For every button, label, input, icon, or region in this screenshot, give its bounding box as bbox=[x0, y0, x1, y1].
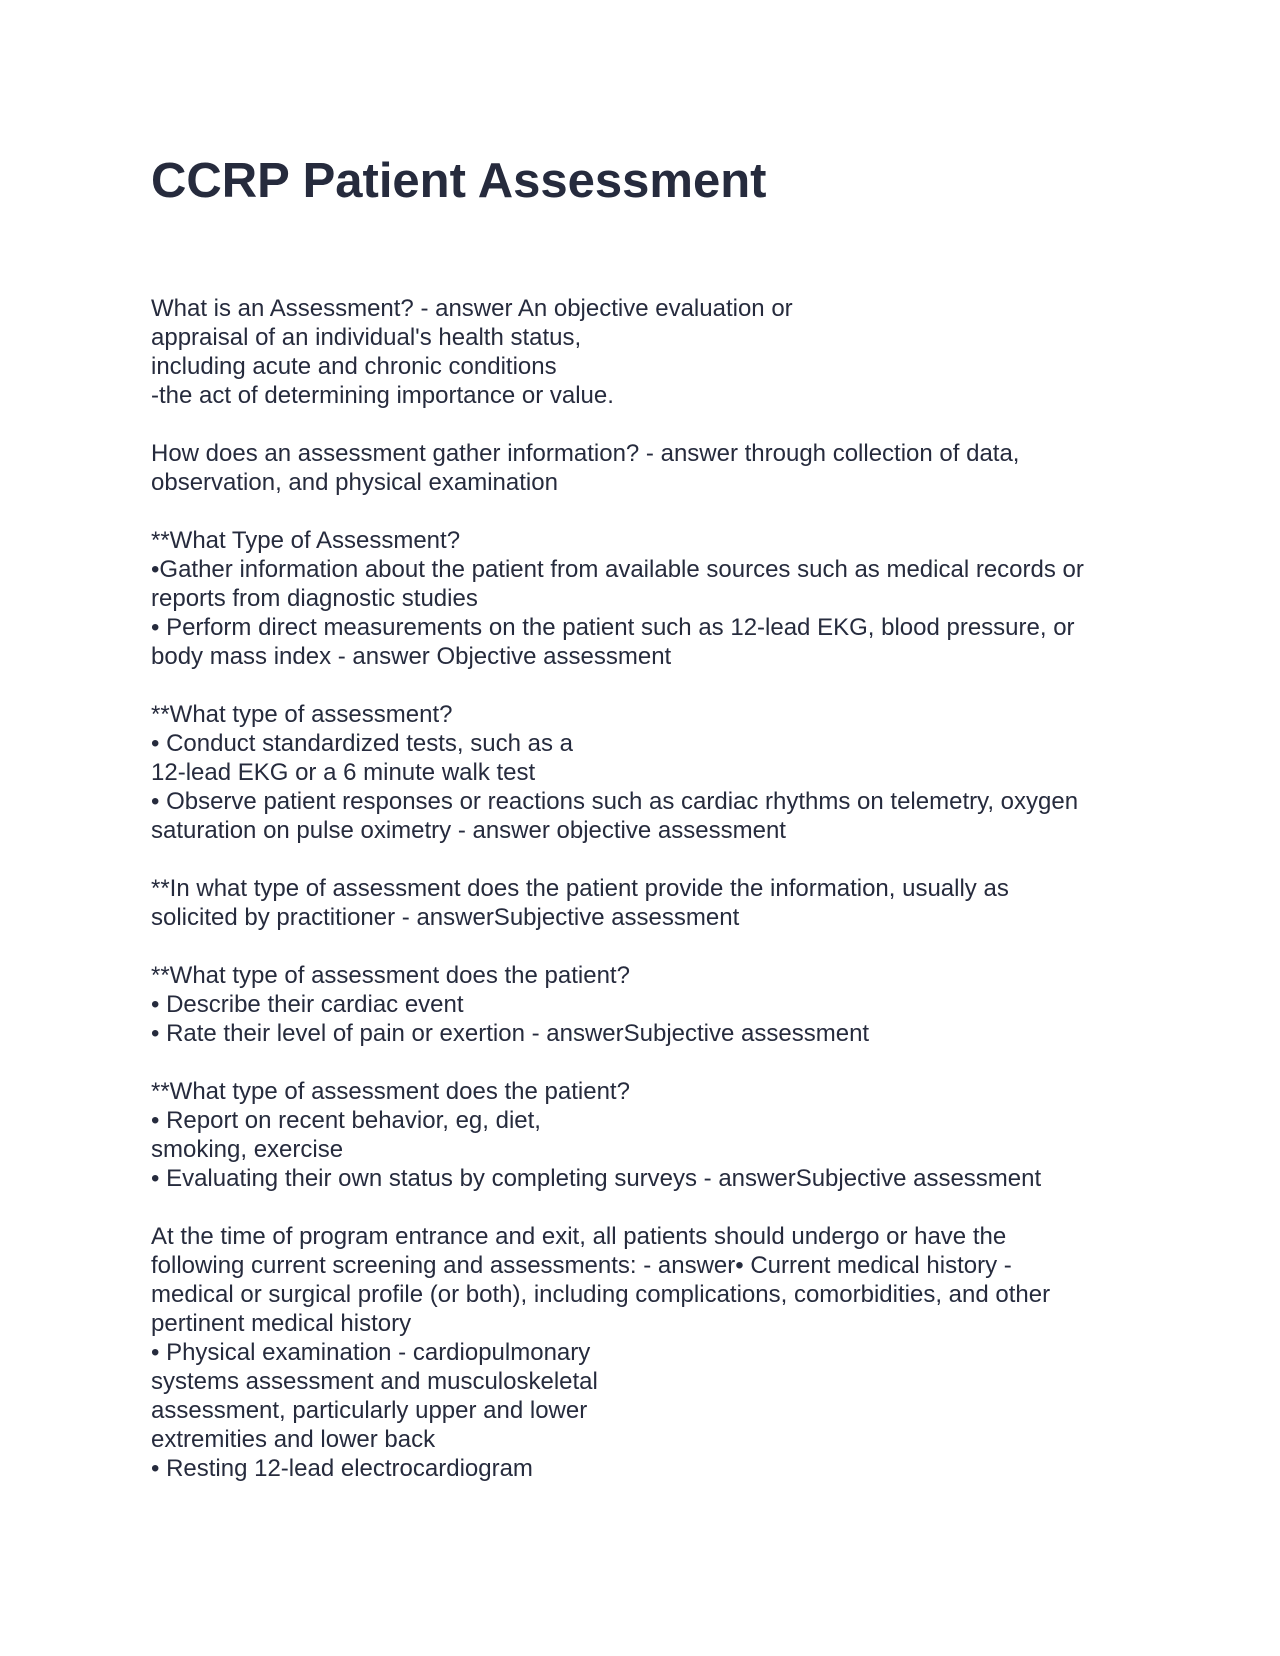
text-line: • Perform direct measurements on the patient such as 12-lead EKG, blood pressure, or bbox=[151, 614, 1075, 641]
text-line: pertinent medical history bbox=[151, 1310, 412, 1337]
text-line: extremities and lower back bbox=[151, 1426, 436, 1453]
qa-paragraph bbox=[151, 526, 1141, 671]
text-line: smoking, exercise bbox=[151, 1136, 344, 1163]
text-line: • Report on recent behavior, eg, diet, bbox=[151, 1107, 541, 1134]
text-line: **What type of assessment? bbox=[151, 701, 453, 728]
text-line: **In what type of assessment does the patient provide the information, usually as bbox=[151, 875, 1009, 902]
text-line: systems assessment and musculoskeletal bbox=[151, 1368, 598, 1395]
text-line: • Describe their cardiac event bbox=[151, 991, 464, 1018]
text-line: medical or surgical profile (or both), including complications, comorbidities, and other bbox=[151, 1281, 1051, 1308]
text-line: • Physical examination - cardiopulmonary bbox=[151, 1339, 591, 1366]
qa-paragraph bbox=[151, 1077, 1141, 1193]
text-line: **What type of assessment does the patient? bbox=[151, 1078, 630, 1105]
qa-paragraph bbox=[151, 961, 1141, 1048]
text-line: including acute and chronic conditions bbox=[151, 353, 557, 380]
text-line: assessment, particularly upper and lower bbox=[151, 1397, 588, 1424]
qa-paragraph bbox=[151, 1222, 1141, 1483]
text-line: body mass index - answer Objective assessment bbox=[151, 643, 672, 670]
text-line: solicited by practitioner - answerSubjective assessment bbox=[151, 904, 740, 931]
qa-paragraph bbox=[151, 439, 1141, 497]
qa-paragraph bbox=[151, 294, 1141, 410]
text-line: following current screening and assessments: - answer• Current medical history - bbox=[151, 1252, 1012, 1279]
text-line: At the time of program entrance and exit, all patients should undergo or have the bbox=[151, 1223, 1007, 1250]
text-line: reports from diagnostic studies bbox=[151, 585, 478, 612]
text-line: How does an assessment gather information? - answer through collection of data, bbox=[151, 440, 1020, 467]
text-line: **What Type of Assessment? bbox=[151, 527, 461, 554]
text-line: • Observe patient responses or reactions such as cardiac rhythms on telemetry, oxygen bbox=[151, 788, 1079, 815]
text-line: • Evaluating their own status by completing surveys - answerSubjective assessment bbox=[151, 1165, 1042, 1192]
text-line: **What type of assessment does the patient? bbox=[151, 962, 630, 989]
document-title: CCRP Patient Assessment bbox=[151, 154, 767, 208]
text-line: -the act of determining importance or value. bbox=[151, 382, 614, 409]
text-line: appraisal of an individual's health status, bbox=[151, 324, 582, 351]
text-line: • Rate their level of pain or exertion - answerSubjective assessment bbox=[151, 1020, 870, 1047]
text-line: saturation on pulse oximetry - answer objective assessment bbox=[151, 817, 786, 844]
qa-paragraph bbox=[151, 874, 1141, 932]
text-line: observation, and physical examination bbox=[151, 469, 558, 496]
text-line: •Gather information about the patient from available sources such as medical records or bbox=[151, 556, 1084, 583]
text-line: What is an Assessment? - answer An objective evaluation or bbox=[151, 295, 793, 322]
document-body bbox=[151, 294, 1141, 1512]
qa-paragraph bbox=[151, 700, 1141, 845]
text-line: 12-lead EKG or a 6 minute walk test bbox=[151, 759, 536, 786]
text-line: • Resting 12-lead electrocardiogram bbox=[151, 1455, 533, 1482]
text-line: • Conduct standardized tests, such as a bbox=[151, 730, 573, 757]
